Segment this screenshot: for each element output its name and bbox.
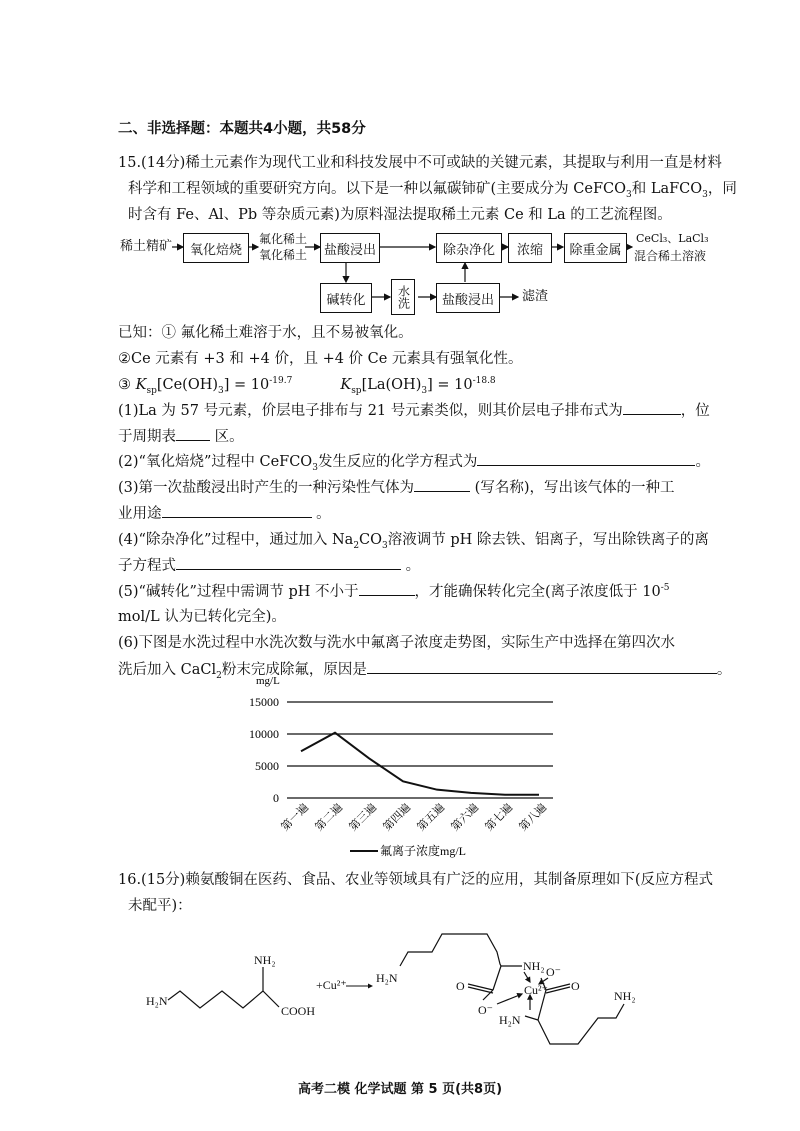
- reaction-structures: [0, 920, 800, 1070]
- page-footer: 高考二模 化学试题 第 5 页(共8页): [297, 1082, 503, 1097]
- answer-blank[interactable]: [359, 581, 415, 596]
- q16-line1: 16.(15分)赖氨酸铜在医药、食品、农业等领域具有广泛的应用，其制备原理如下(反应方程式: [118, 872, 713, 888]
- legend-label: 氟离子浓度mg/L: [380, 844, 466, 858]
- q15-line1: 15.(14分)稀土元素作为现代工业和科技发展中不可或缺的关键元素，其提取与利用一直是材料: [118, 155, 722, 171]
- flow-box-purification: 除杂净化: [436, 233, 502, 263]
- q16-line2: 未配平)：: [128, 898, 192, 914]
- flow-box-concentration: 浓缩: [508, 233, 552, 263]
- q15-part6-cont: 洗后加入 CaCl$_2$粉末完成除氟，原因是 。: [118, 659, 731, 680]
- copper-ion-reagent: +Cu²⁺: [316, 978, 347, 992]
- lysine-h2n: H₂N: [146, 994, 168, 1008]
- known-3: ③ $K_{sp}[Ce(OH)_3] = 10^{-19.7}$ $K_{sp}[La(OH)_3] = 10^{-18.8}$: [118, 376, 496, 396]
- q15-part1: (1)La 为 57 号元素，价层电子排布与 21 号元素类似，则其价层电子排布式为 ，位: [118, 400, 710, 421]
- known-2: ②Ce 元素有 +3 和 +4 价，且 +4 价 Ce 元素具有强氧化性。: [118, 351, 523, 367]
- q15-line2: 科学和工程领域的重要研究方向。以下是一种以氟碳铈矿(主要成分为 CeFCO$_3$和 LaFCO$_3$，同: [128, 181, 737, 200]
- fluoride-concentration-chart: [220, 665, 580, 865]
- series-line: [301, 733, 539, 795]
- flow-residue-label: 滤渣: [522, 289, 549, 304]
- copper-lysinate-structure: [400, 934, 624, 1044]
- y-axis-unit: mg/L: [256, 675, 280, 687]
- flow-box-acid-leach-1: 盐酸浸出: [320, 233, 380, 263]
- flow-label-oxide: 氧化稀土: [259, 248, 308, 262]
- x-tick-label: 第一遍: [279, 801, 312, 834]
- x-tick-label: 第八遍: [517, 801, 550, 834]
- complex-o-minus-left: O⁻: [478, 1003, 493, 1017]
- flow-product-label: 混合稀土溶液: [634, 249, 707, 263]
- q15-part4: (4)“除杂净化”过程中，通过加入 $Na_2CO_3$溶液调节 pH 除去铁、铝离子，写出除铁离子的离: [118, 532, 709, 551]
- flow-start-label: 稀土精矿: [120, 239, 173, 254]
- answer-blank[interactable]: [176, 426, 210, 441]
- complex-carbonyl-o-right: O: [571, 979, 580, 993]
- lysine-cooh: COOH: [281, 1004, 316, 1018]
- flow-product-formula: CeCl₃、LaCl₃: [636, 232, 709, 245]
- y-tick-label: 15000: [249, 695, 279, 709]
- section-header: 二、非选择题：本题共4小题，共58分: [118, 121, 366, 137]
- complex-o-minus-right: O⁻: [546, 965, 561, 979]
- q15-part3-cont: 业用途 。: [118, 503, 331, 524]
- x-tick-label: 第二遍: [313, 801, 346, 834]
- y-tick-label: 0: [273, 791, 279, 805]
- x-tick-label: 第六遍: [449, 801, 482, 834]
- answer-blank[interactable]: [162, 503, 312, 518]
- q15-part5: (5)“碱转化”过程中需调节 pH 不小于 ，才能确保转化完全(离子浓度低于 $10^{-5}$: [118, 581, 670, 602]
- q15-part6: (6)下图是水洗过程中水洗次数与洗水中氟离子浓度走势图，实际生产中选择在第四次水: [118, 635, 676, 651]
- x-tick-label: 第五遍: [415, 801, 448, 834]
- answer-blank[interactable]: [477, 451, 695, 466]
- answer-blank[interactable]: [414, 477, 470, 492]
- x-tick-label: 第三遍: [347, 801, 380, 834]
- q15-part3: (3)第一次盐酸浸出时产生的一种污染性气体为 (写名称)，写出该气体的一种工: [118, 477, 674, 498]
- answer-blank[interactable]: [176, 555, 401, 570]
- y-tick-label: 10000: [249, 727, 279, 741]
- known-1: 已知：① 氟化稀土难溶于水，且不易被氧化。: [118, 325, 413, 341]
- flow-box-alkali-conversion: 碱转化: [320, 283, 372, 313]
- complex-nh2-top: NH₂: [523, 959, 545, 973]
- flow-label-fluoride: 氟化稀土: [259, 232, 308, 246]
- complex-h2n-top: H₂N: [376, 971, 398, 985]
- y-tick-label: 5000: [255, 759, 279, 773]
- lysine-nh2: NH₂: [254, 953, 276, 967]
- copper-center: Cu²⁺: [524, 983, 548, 997]
- x-tick-label: 第四遍: [381, 801, 414, 834]
- q15-line3: 时含有 Fe、Al、Pb 等杂质元素)为原料湿法提取稀土元素 Ce 和 La 的工艺流程图。: [128, 207, 672, 223]
- q15-part4-cont: 子方程式 。: [118, 555, 420, 576]
- lysine-structure: [168, 967, 279, 1008]
- q15-part2: (2)“氧化焙烧”过程中 CeFCO$_3$发生反应的化学方程式为 。: [118, 451, 710, 472]
- flow-box-oxidation-roasting: 氧化焙烧: [183, 233, 249, 263]
- answer-blank[interactable]: [623, 400, 681, 415]
- complex-nh2-chain: NH₂: [614, 989, 636, 1003]
- complex-carbonyl-o-left: O: [456, 979, 465, 993]
- x-tick-label: 第七遍: [483, 801, 516, 834]
- q15-part1-cont: 于周期表 区。: [118, 426, 244, 447]
- flow-box-water-wash: 水洗: [391, 279, 415, 315]
- complex-h2n-bottom: H₂N: [499, 1013, 521, 1027]
- flow-box-heavy-metal-removal: 除重金属: [564, 233, 627, 263]
- q15-part5-cont: mol/L 认为已转化完全)。: [118, 609, 286, 625]
- flow-box-acid-leach-2: 盐酸浸出: [436, 283, 500, 313]
